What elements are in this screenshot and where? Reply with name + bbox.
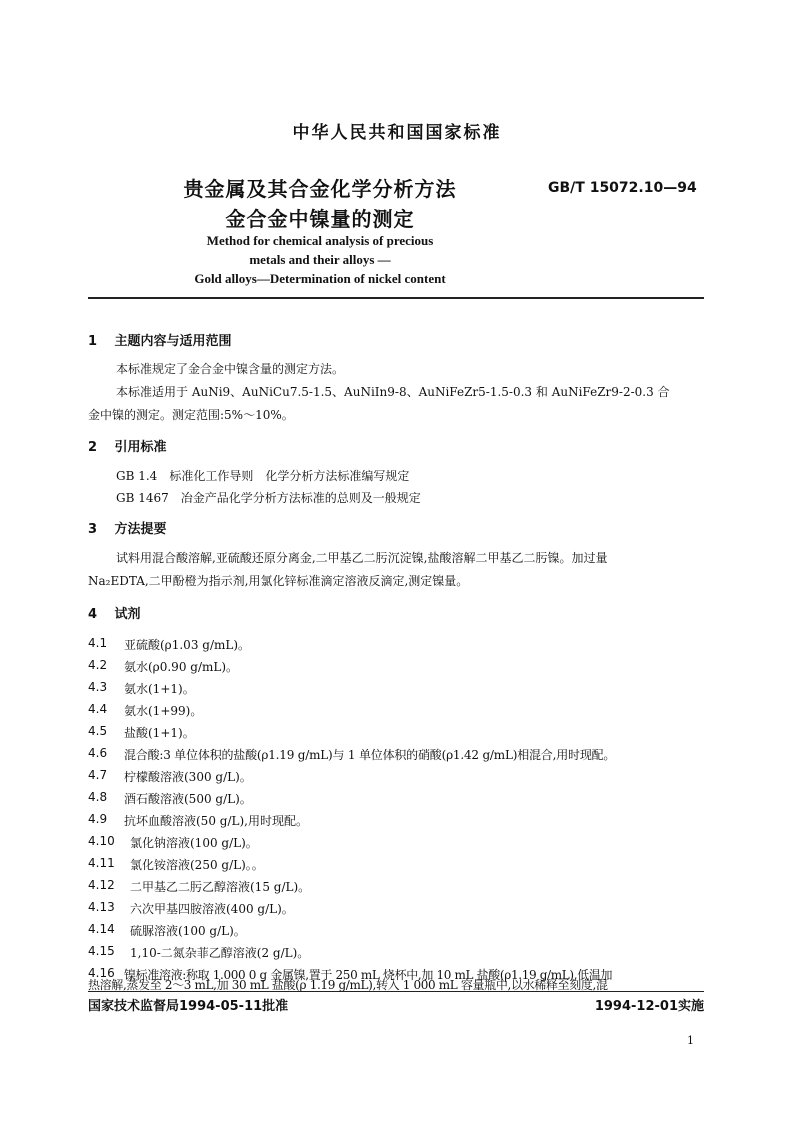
reagent-number: 4.6	[88, 746, 108, 760]
section-1-paragraph-2-line2: 金中镍的测定。测定范围:5%～10%。	[88, 408, 294, 422]
reagent-text: 酒石酸溶液(500 g/L)。	[124, 792, 252, 806]
reagent-number: 4.12	[88, 878, 115, 892]
section-1-paragraph-2-line1: 本标准适用于 AuNi9、AuNiCu7.5-1.5、AuNiIn9-8、AuNiFeZr5-1.5-0.3 和 AuNiFeZr9-2-0.3 合	[116, 385, 670, 399]
reagent-text: 镍标准溶液:称取 1.000 0 g 金属镍,置于 250 mL 烧杯中,加 10 mL 盐酸(ρ1.19 g/mL),低温加	[124, 968, 613, 982]
reference-code: GB 1.4	[116, 469, 158, 483]
reagent-number: 4.10	[88, 834, 115, 848]
reagent-text-continuation: 热溶解,蒸发至 2～3 mL,加 30 mL 盐酸(ρ 1.19 g/mL),转入 1 000 mL 容量瓶中,以水稀释至刻度,混	[88, 978, 608, 992]
document-title-en-line3: Gold alloys—Determination of nickel content	[194, 271, 446, 286]
national-standard-heading: 中华人民共和国国家标准	[292, 123, 502, 143]
section-number: 4	[88, 607, 98, 622]
reagent-text: 柠檬酸溶液(300 g/L)。	[124, 770, 252, 784]
document-title-en-line2: metals and their alloys —	[249, 252, 391, 267]
reagent-number: 4.9	[88, 812, 108, 826]
section-number: 3	[88, 522, 98, 537]
document-title-cn-line2: 金合金中镍量的测定	[225, 207, 415, 231]
reagent-text: 抗坏血酸溶液(50 g/L),用时现配。	[124, 814, 308, 828]
header-divider	[88, 297, 704, 299]
reagent-text: 氨水(1+99)。	[124, 704, 203, 718]
reagent-text: 氯化钠溶液(100 g/L)。	[130, 836, 258, 850]
standard-code: GB/T 15072.10—94	[548, 180, 697, 196]
reagent-number: 4.15	[88, 944, 115, 958]
section-4-heading	[88, 603, 141, 622]
reagent-text: 1,10-二氮杂菲乙醇溶液(2 g/L)。	[130, 946, 310, 960]
section-title: 方法提要	[114, 522, 167, 537]
reagent-number: 4.14	[88, 922, 115, 936]
reference-title: 冶金产品化学分析方法标准的总则及一般规定	[180, 491, 421, 505]
reagent-text: 硫脲溶液(100 g/L)。	[130, 924, 246, 938]
reagent-text: 氨水(ρ0.90 g/mL)。	[124, 660, 239, 674]
section-title: 主题内容与适用范围	[114, 334, 232, 349]
reagent-text: 二甲基乙二肟乙醇溶液(15 g/L)。	[130, 880, 311, 894]
section-1-heading	[88, 330, 232, 349]
reference-1	[116, 467, 409, 484]
reagent-text: 盐酸(1+1)。	[124, 726, 195, 740]
document-title-cn-line1: 贵金属及其合金化学分析方法	[183, 177, 457, 201]
section-2-heading	[88, 436, 167, 455]
section-3-heading	[88, 518, 167, 537]
reagent-text: 混合酸:3 单位体积的盐酸(ρ1.19 g/mL)与 1 单位体积的硝酸(ρ1.42 g/mL)相混合,用时现配。	[124, 748, 616, 762]
section-1-paragraph-1: 本标准规定了金合金中镍含量的测定方法。	[116, 362, 345, 376]
section-title: 引用标准	[114, 440, 167, 455]
implementation-date: 1994-12-01实施	[594, 999, 704, 1014]
reference-code: GB 1467	[116, 491, 169, 505]
reagent-text: 六次甲基四胺溶液(400 g/L)。	[130, 902, 294, 916]
reference-2	[116, 489, 421, 506]
reagent-number: 4.3	[88, 680, 108, 694]
reagent-number: 4.7	[88, 768, 108, 782]
section-number: 1	[88, 334, 98, 349]
page-number: 1	[687, 1034, 694, 1047]
footer-divider	[88, 991, 704, 992]
reagent-number: 4.11	[88, 856, 115, 870]
approval-date: 国家技术监督局1994-05-11批准	[88, 999, 289, 1014]
reference-title: 标准化工作导则 化学分析方法标准编写规定	[169, 469, 410, 483]
reagent-number: 4.5	[88, 724, 108, 738]
document-title-en-line1: Method for chemical analysis of precious	[206, 233, 434, 248]
reagent-number: 4.1	[88, 636, 108, 650]
section-3-paragraph-line1: 试料用混合酸溶解,亚硫酸还原分离金,二甲基乙二肟沉淀镍,盐酸溶解二甲基乙二肟镍。加过量	[116, 551, 608, 565]
reagent-number: 4.8	[88, 790, 108, 804]
section-title: 试剂	[114, 607, 141, 622]
reagent-text: 氯化铵溶液(250 g/L)。。	[130, 858, 264, 872]
reagent-number: 4.4	[88, 702, 108, 716]
reagent-number: 4.13	[88, 900, 115, 914]
reagent-number: 4.2	[88, 658, 108, 672]
reagent-number: 4.16	[88, 966, 115, 980]
section-number: 2	[88, 440, 98, 455]
reagent-text: 亚硫酸(ρ1.03 g/mL)。	[124, 638, 251, 652]
reagent-text: 氨水(1+1)。	[124, 682, 195, 696]
section-3-paragraph-line2: Na₂EDTA,二甲酚橙为指示剂,用氯化锌标准滴定溶液反滴定,测定镍量。	[88, 574, 469, 588]
